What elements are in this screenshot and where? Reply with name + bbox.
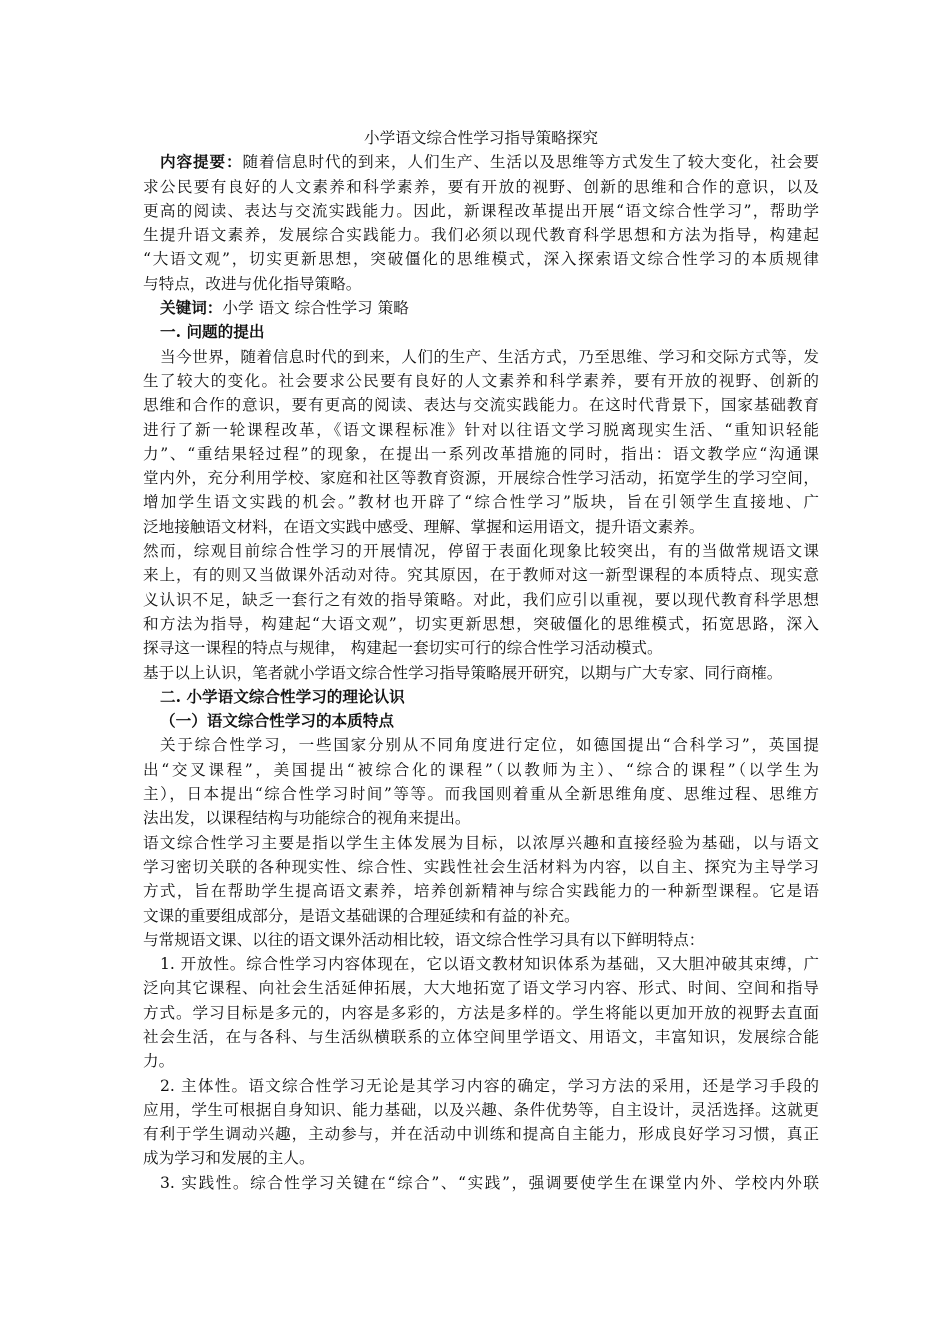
keywords bbox=[143, 296, 819, 320]
text-line bbox=[143, 782, 819, 806]
text-line bbox=[143, 539, 819, 563]
text-line bbox=[143, 223, 819, 247]
line-text: 出“交叉课程”，美国提出“被综合化的课程”（以教师为主）、“综合的课程”（以学生为 bbox=[143, 760, 819, 779]
line-text: 和方法为指导，构建起“大语文观”，切实更新思想，突破僵化的思维模式，拓宽思路，深入 bbox=[143, 614, 819, 633]
line-text: 增加学生语文实践的机会。”教材也开辟了“综合性学习”版块，旨在引领学生直接地、广 bbox=[143, 493, 819, 512]
line-text: 与常规语文课、以往的语文课外活动相比较，语文综合性学习具有以下鲜明特点： bbox=[143, 930, 705, 949]
line-text: 然而，综观目前综合性学习的开展情况，停留于表面化现象比较突出，有的当做常规语文课 bbox=[143, 542, 819, 561]
text-line bbox=[143, 612, 819, 636]
line-text: 法出发，以课程结构与功能综合的视角来提出。 bbox=[143, 809, 471, 828]
text-line bbox=[143, 150, 819, 174]
line-text: 与特点，改进与优化指导策略。 bbox=[143, 274, 362, 293]
text-line bbox=[143, 879, 819, 903]
text-line bbox=[143, 1049, 819, 1073]
text-line bbox=[143, 928, 819, 952]
line-text: 3. 实践性。综合性学习关键在“综合”、“实践”，强调要使学生在课堂内外、学校内外联 bbox=[160, 1173, 819, 1192]
line-text: 生了较大的变化。社会要求公民要有良好的人文素养和科学素养，要有开放的视野、创新的 bbox=[143, 371, 819, 390]
text-line bbox=[143, 515, 819, 539]
paragraph bbox=[143, 661, 819, 685]
text-line bbox=[143, 1098, 819, 1122]
line-text: 一. 问题的提出 bbox=[160, 322, 265, 342]
line-text: 义认识不足，缺乏一套行之有效的指导策略。对此，我们应引以重视，要以现代教育科学思想 bbox=[143, 590, 819, 609]
line-text: “大语文观”，切实更新思想，突破僵化的思维模式，深入探索语文综合性学习的本质规律 bbox=[143, 250, 819, 269]
line-text: 方式，旨在帮助学生提高语文素养，培养创新精神与综合实践能力的一种新型课程。它是语 bbox=[143, 882, 819, 901]
heading-1 bbox=[143, 320, 819, 344]
text-line bbox=[143, 490, 819, 514]
line-text: 语文综合性学习主要是指以学生主体发展为目标，以浓厚兴趣和直接经验为基础，以与语文 bbox=[143, 833, 819, 852]
document-page bbox=[143, 126, 819, 1195]
line-text: 2. 主体性。语文综合性学习无论是其学习内容的确定，学习方法的采用，还是学习手段的 bbox=[160, 1076, 819, 1095]
line-text: 来上，有的则又当做课外活动对待。究其原因，在于教师对这一新型课程的本质特点、现实意 bbox=[143, 566, 819, 585]
text-line bbox=[143, 1171, 819, 1195]
paragraph bbox=[143, 345, 819, 539]
line-text: 进行了新一轮课程改革，《语文课程标准》针对以往语文学习脱离现实生活、“重知识轻能 bbox=[143, 420, 819, 439]
text-line bbox=[143, 806, 819, 830]
line-text: 成为学习和发展的主人。 bbox=[143, 1149, 315, 1168]
line-text: 有利于学生调动兴趣，主动参与，并在活动中训练和提高自主能力，形成良好学习习惯，真正 bbox=[143, 1125, 819, 1144]
line-text: 堂内外，充分利用学校、家庭和社区等教育资源，开展综合性学习活动，拓宽学生的学习空间， bbox=[143, 469, 819, 488]
line-text: 基于以上认识，笔者就小学语文综合性学习指导策略展开研究，以期与广大专家、同行商榷。 bbox=[143, 663, 783, 682]
line-text: 泛向其它课程、向社会生活延伸拓展，大大地拓宽了语文学习内容、形式、时间、空间和指导 bbox=[143, 979, 819, 998]
line-text: 随着信息时代的到来，人们生产、生活以及思维等方式发生了较大变化，社会要 bbox=[242, 153, 819, 172]
text-line bbox=[143, 199, 819, 223]
paragraph bbox=[143, 539, 819, 660]
paragraph bbox=[143, 831, 819, 928]
line-text: 力”、“重结果轻过程”的现象，在提出一系列改革措施的同时，指出：语文教学应“沟通课 bbox=[143, 444, 819, 463]
text-line bbox=[143, 588, 819, 612]
text-line bbox=[143, 272, 819, 296]
text-line bbox=[143, 369, 819, 393]
line-text: 二. 小学语文综合性学习的理论认识 bbox=[160, 686, 405, 706]
text-line bbox=[143, 563, 819, 587]
text-line bbox=[143, 733, 819, 757]
line-text: 1. 开放性。综合性学习内容体现在，它以语文教材知识体系为基础，又大胆冲破其束缚，广 bbox=[160, 955, 819, 974]
abstract-label: 内容提要： bbox=[160, 152, 243, 172]
list-item bbox=[143, 1074, 819, 1171]
text-line bbox=[143, 393, 819, 417]
text-line bbox=[143, 442, 819, 466]
text-line bbox=[143, 1025, 819, 1049]
line-text: 当今世界，随着信息时代的到来，人们的生产、生活方式，乃至思维、学习和交际方式等，发 bbox=[160, 347, 819, 366]
line-text: 探寻这一课程的特点与规律， 构建起一套切实可行的综合性学习活动模式。 bbox=[143, 639, 663, 658]
line-text: 关于综合性学习，一些国家分别从不同角度进行定位，如德国提出“合科学习”，英国提 bbox=[160, 736, 819, 755]
text-line bbox=[143, 831, 819, 855]
subheading-1 bbox=[143, 709, 819, 733]
text-line bbox=[143, 976, 819, 1000]
text-line bbox=[143, 466, 819, 490]
text-line bbox=[143, 345, 819, 369]
text-line bbox=[143, 636, 819, 660]
text-line bbox=[143, 418, 819, 442]
text-line bbox=[143, 1074, 819, 1098]
line-text: 求公民要有良好的人文素养和科学素养，要有开放的视野、创新的思维和合作的意识，以及 bbox=[143, 177, 819, 196]
line-text: 学习密切关联的各种现实性、综合性、实践性社会生活材料为内容，以自主、探究为主导学习 bbox=[143, 857, 819, 876]
line-text: （一）语文综合性学习的本质特点 bbox=[160, 711, 394, 731]
text-line bbox=[143, 685, 819, 709]
text-line bbox=[143, 1146, 819, 1170]
list-item bbox=[143, 952, 819, 1073]
text-line bbox=[143, 758, 819, 782]
text-line bbox=[143, 709, 819, 733]
document-body bbox=[143, 150, 819, 1195]
line-text: 文课的重要组成部分，是语文基础课的合理延续和有益的补充。 bbox=[143, 906, 580, 925]
line-text: 主），日本提出“综合性学习时间”等等。而我国则着重从全新思维角度、思维过程、思维方 bbox=[143, 785, 819, 804]
text-line bbox=[143, 1122, 819, 1146]
text-line bbox=[143, 661, 819, 685]
document-title: 小学语文综合性学习指导策略探究 bbox=[364, 129, 598, 147]
keywords-label: 关键词： bbox=[160, 298, 223, 318]
text-line bbox=[143, 855, 819, 879]
line-text: 力。 bbox=[143, 1052, 175, 1071]
text-line bbox=[143, 904, 819, 928]
text-line bbox=[143, 320, 819, 344]
line-text: 方式。学习目标是多元的，内容是多彩的，方法是多样的。学生将能以更加开放的视野去直面 bbox=[143, 1003, 819, 1022]
line-text: 更高的阅读、表达与交流实践能力。因此，新课程改革提出开展“语文综合性学习”，帮助学 bbox=[143, 201, 819, 220]
line-text: 社会生活，在与各科、与生活纵横联系的立体空间里学语文、用语文，丰富知识，发展综合能 bbox=[143, 1027, 819, 1046]
paragraph bbox=[143, 928, 819, 952]
text-line bbox=[143, 247, 819, 271]
line-text: 生提升语文素养，发展综合实践能力。我们必须以现代教育科学思想和方法为指导，构建起 bbox=[143, 226, 819, 245]
line-text: 应用，学生可根据自身知识、能力基础，以及兴趣、条件优势等，自主设计，灵活选择。这就更 bbox=[143, 1100, 819, 1119]
text-line bbox=[143, 952, 819, 976]
text-line bbox=[143, 175, 819, 199]
text-line bbox=[143, 296, 819, 320]
paragraph bbox=[143, 733, 819, 830]
line-text: 小学 语文 综合性学习 策略 bbox=[222, 299, 409, 318]
heading-2 bbox=[143, 685, 819, 709]
list-item bbox=[143, 1171, 819, 1195]
line-text: 思维和合作的意识，要有更高的阅读、表达与交流实践能力。在这时代背景下，国家基础教育 bbox=[143, 396, 819, 415]
text-line bbox=[143, 1001, 819, 1025]
abstract bbox=[143, 150, 819, 296]
line-text: 泛地接触语文材料，在语文实践中感受、理解、掌握和运用语文，提升语文素养。 bbox=[143, 517, 705, 536]
